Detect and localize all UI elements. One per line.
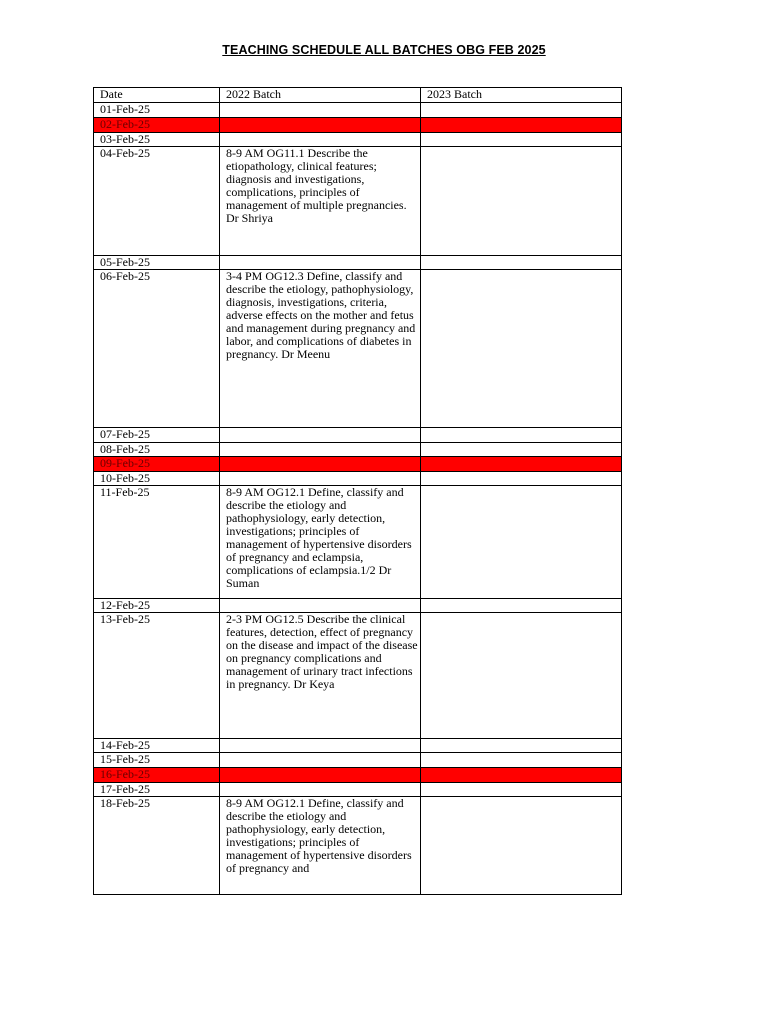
date-cell: 09-Feb-25 [94, 457, 220, 472]
date-cell: 11-Feb-25 [94, 486, 220, 599]
batch-2023-cell [421, 428, 622, 443]
table-row [94, 739, 622, 753]
date-cell: 04-Feb-25 [94, 147, 220, 256]
batch-2023-cell [421, 797, 622, 895]
batch-2023-cell [421, 472, 622, 486]
batch-2023-cell [421, 486, 622, 599]
batch-2022-cell [220, 443, 421, 457]
table-row-holiday [94, 768, 622, 783]
batch-2023-cell [421, 443, 622, 457]
date-cell: 13-Feb-25 [94, 613, 220, 739]
date-cell: 02-Feb-25 [94, 118, 220, 133]
batch-2023-cell [421, 103, 622, 118]
schedule-table [93, 87, 622, 895]
batch-2022-cell: 3-4 PM OG12.3 Define, classify and describe the etiology, pathophysiology, diagnosis, investigations, criteria, adverse effects on the mother and fetus and management during pregnancy and labor, and complications of diabetes in pregnancy. Dr Meenu [220, 270, 421, 428]
date-cell: 03-Feb-25 [94, 133, 220, 147]
date-cell: 10-Feb-25 [94, 472, 220, 486]
table-row [94, 486, 622, 599]
table-row [94, 428, 622, 443]
date-cell: 08-Feb-25 [94, 443, 220, 457]
batch-2022-cell [220, 768, 421, 783]
table-row [94, 783, 622, 797]
date-cell: 14-Feb-25 [94, 739, 220, 753]
batch-2023-cell [421, 783, 622, 797]
batch-2022-cell [220, 599, 421, 613]
header-date: Date [94, 88, 220, 103]
page-title: TEACHING SCHEDULE ALL BATCHES OBG FEB 2025 [222, 43, 546, 57]
date-cell: 17-Feb-25 [94, 783, 220, 797]
header-2023-batch: 2023 Batch [421, 88, 622, 103]
table-row [94, 103, 622, 118]
table-row [94, 133, 622, 147]
batch-2023-cell [421, 599, 622, 613]
date-cell: 18-Feb-25 [94, 797, 220, 895]
batch-2023-cell [421, 768, 622, 783]
batch-2022-cell [220, 428, 421, 443]
batch-2023-cell [421, 133, 622, 147]
batch-2022-cell [220, 472, 421, 486]
batch-2023-cell [421, 613, 622, 739]
table-header-row [94, 88, 622, 103]
date-cell: 07-Feb-25 [94, 428, 220, 443]
batch-2022-cell [220, 256, 421, 270]
batch-2022-cell [220, 753, 421, 768]
batch-2022-cell: 8-9 AM OG12.1 Define, classify and describe the etiology and pathophysiology, early detection, investigations; principles of management of hypertensive disorders of pregnancy and eclampsia, complications of eclampsia.1/2 Dr Suman [220, 486, 421, 599]
batch-2022-cell [220, 739, 421, 753]
table-row [94, 797, 622, 895]
table-row [94, 147, 622, 256]
batch-2022-cell: 8-9 AM OG11.1 Describe the etiopathology, clinical features; diagnosis and investigations, complications, principles of management of multiple pregnancies. Dr Shriya [220, 147, 421, 256]
batch-2022-cell [220, 457, 421, 472]
table-row [94, 443, 622, 457]
date-cell: 16-Feb-25 [94, 768, 220, 783]
batch-2022-cell [220, 118, 421, 133]
batch-2022-cell [220, 103, 421, 118]
batch-2023-cell [421, 147, 622, 256]
batch-2022-cell: 8-9 AM OG12.1 Define, classify and describe the etiology and pathophysiology, early detection, investigations; principles of management of hypertensive disorders of pregnancy and [220, 797, 421, 895]
batch-2022-cell: 2-3 PM OG12.5 Describe the clinical features, detection, effect of pregnancy on the disease and impact of the disease on pregnancy complications and management of urinary tract infections in pregnancy. Dr Keya [220, 613, 421, 739]
date-cell: 12-Feb-25 [94, 599, 220, 613]
batch-2022-cell [220, 133, 421, 147]
table-row [94, 256, 622, 270]
batch-2023-cell [421, 739, 622, 753]
date-cell: 06-Feb-25 [94, 270, 220, 428]
header-2022-batch: 2022 Batch [220, 88, 421, 103]
date-cell: 05-Feb-25 [94, 256, 220, 270]
table-row-holiday [94, 118, 622, 133]
batch-2023-cell [421, 753, 622, 768]
batch-2023-cell [421, 457, 622, 472]
batch-2023-cell [421, 118, 622, 133]
table-row [94, 613, 622, 739]
table-row [94, 753, 622, 768]
batch-2023-cell [421, 270, 622, 428]
date-cell: 15-Feb-25 [94, 753, 220, 768]
table-row-holiday [94, 457, 622, 472]
table-row [94, 599, 622, 613]
table-row [94, 270, 622, 428]
batch-2023-cell [421, 256, 622, 270]
table-row [94, 472, 622, 486]
batch-2022-cell [220, 783, 421, 797]
date-cell: 01-Feb-25 [94, 103, 220, 118]
